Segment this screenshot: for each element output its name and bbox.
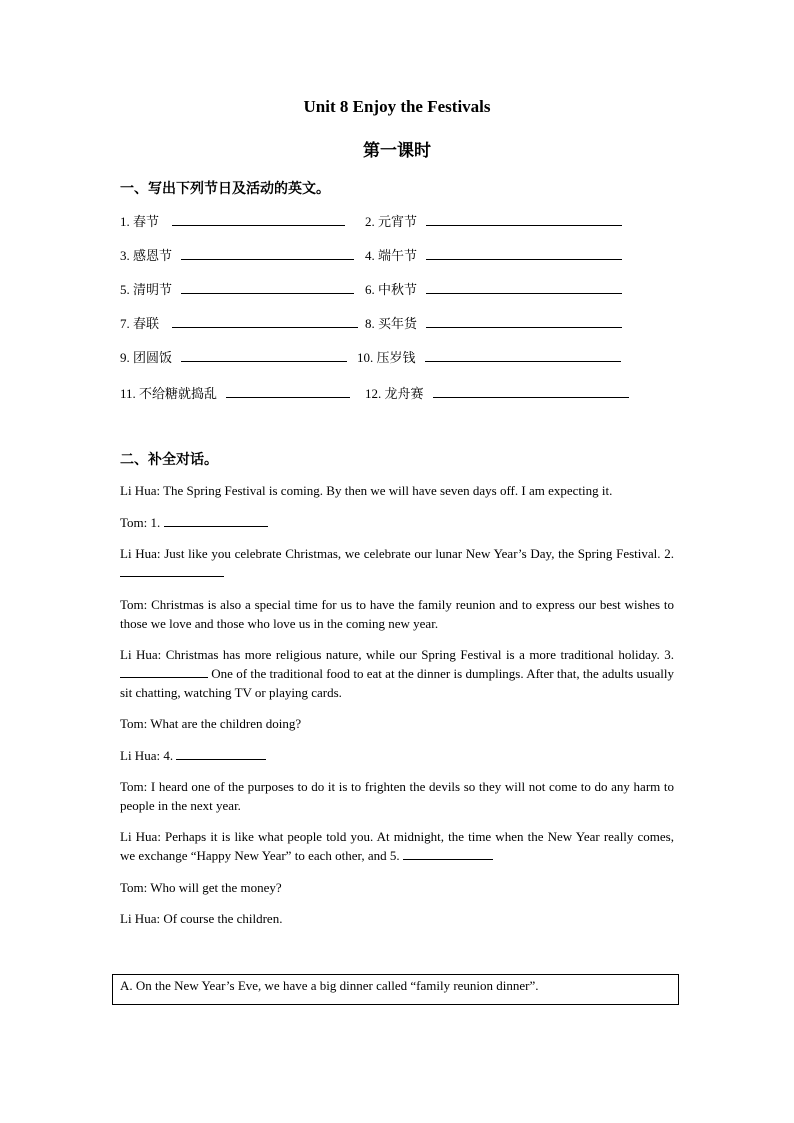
- dialogue-line: [120, 714, 674, 733]
- item-number: 4.: [365, 248, 375, 263]
- blank-number: 5.: [389, 848, 400, 863]
- answer-blank[interactable]: [433, 382, 629, 398]
- vocab-item: [120, 346, 347, 366]
- answer-blank[interactable]: [403, 846, 493, 860]
- answer-blank[interactable]: [425, 346, 621, 362]
- dialogue-text: Li Hua: Christmas has more religious nature, while our Spring Festival is a more traditional holiday.: [120, 647, 665, 662]
- answer-blank[interactable]: [426, 278, 622, 294]
- item-number: 6.: [365, 282, 375, 297]
- vocab-row: [120, 346, 640, 366]
- answer-blank[interactable]: [426, 210, 622, 226]
- dialogue-line: [120, 513, 674, 532]
- option-a: A. On the New Year’s Eve, we have a big dinner called “family reunion dinner”.: [120, 978, 539, 993]
- item-label: 龙舟赛: [384, 386, 424, 401]
- dialogue-text: Tom: Who will get the money?: [120, 880, 282, 895]
- vocab-row: [120, 312, 640, 332]
- vocab-item: [120, 244, 354, 264]
- dialogue-line: [120, 777, 674, 815]
- item-label: 春节: [133, 214, 160, 229]
- answer-blank[interactable]: [426, 244, 622, 260]
- answer-blank[interactable]: [120, 563, 224, 577]
- item-label: 清明节: [133, 282, 173, 297]
- item-number: 10.: [357, 350, 374, 365]
- blank-number: 1.: [150, 515, 161, 530]
- dialogue-text: Li Hua: Just like you celebrate Christmas, we celebrate our lunar New Year’s Day, the Spring Festival.: [120, 546, 665, 561]
- section1-heading: 一、写出下列节日及活动的英文。: [120, 182, 330, 197]
- dialogue-text: One of the traditional food to eat at the dinner is dumplings. After that, the adults usually sit chatting, watching TV or playing cards.: [120, 666, 674, 700]
- dialogue-text: Tom: Christmas is also a special time for us to have the family reunion and to express our best wishes to those we love and those who love us in the coming new year.: [120, 597, 674, 631]
- item-label: 端午节: [378, 248, 418, 263]
- dialogue-text: Li Hua: The Spring Festival is coming. By then we will have seven days off. I am expecting it.: [120, 483, 613, 498]
- item-number: 3.: [120, 248, 130, 263]
- item-label: 不给糖就捣乱: [139, 386, 218, 401]
- vocab-item: [365, 244, 622, 264]
- section2-heading: 二、补全对话。: [120, 453, 218, 468]
- item-label: 感恩节: [133, 248, 173, 263]
- dialogue-text: Li Hua:: [120, 748, 164, 763]
- answer-blank[interactable]: [226, 382, 350, 398]
- vocab-row: [120, 244, 640, 264]
- vocab-row: [120, 278, 640, 298]
- blank-number: 2.: [664, 546, 674, 561]
- item-label: 买年货: [378, 316, 418, 331]
- dialogue-line: [120, 645, 674, 702]
- dialogue-line: [120, 595, 674, 633]
- lesson-subtitle: 第一课时: [363, 141, 431, 160]
- answer-blank[interactable]: [426, 312, 622, 328]
- item-number: 8.: [365, 316, 375, 331]
- dialogue-text: Li Hua: Perhaps it is like what people told you. At midnight, the time when the New Year really comes, we exchange “Happy New Year” to each other, and: [120, 829, 674, 863]
- answer-blank[interactable]: [172, 210, 345, 226]
- item-number: 1.: [120, 214, 130, 229]
- vocab-row: [120, 382, 640, 402]
- item-number: 7.: [120, 316, 130, 331]
- blank-number: 4.: [163, 748, 174, 763]
- vocab-row: [120, 210, 640, 230]
- dialogue-text: Tom:: [120, 515, 151, 530]
- answer-blank[interactable]: [181, 278, 354, 294]
- options-box: [112, 974, 679, 1005]
- answer-blank[interactable]: [181, 244, 354, 260]
- item-number: 2.: [365, 214, 375, 229]
- dialogue-line: [120, 827, 674, 865]
- item-number: 12.: [365, 386, 382, 401]
- item-label: 中秋节: [378, 282, 418, 297]
- item-number: 9.: [120, 350, 130, 365]
- vocab-item: [120, 210, 345, 230]
- answer-blank[interactable]: [181, 346, 347, 362]
- vocab-item: [120, 278, 354, 298]
- dialogue-text: Tom: I heard one of the purposes to do it is to frighten the devils so they will not come to do any harm to people in the next year.: [120, 779, 674, 813]
- answer-blank[interactable]: [176, 746, 266, 760]
- answer-blank[interactable]: [120, 664, 208, 678]
- vocab-item: [365, 312, 622, 332]
- item-label: 压岁钱: [376, 350, 416, 365]
- answer-blank[interactable]: [164, 513, 268, 527]
- dialogue-line: [120, 909, 674, 928]
- page-title: Unit 8 Enjoy the Festivals: [303, 97, 491, 116]
- dialogue-text: Li Hua: Of course the children.: [120, 911, 283, 926]
- item-number: 11.: [120, 386, 136, 401]
- dialogue-line: [120, 544, 674, 582]
- item-label: 春联: [133, 316, 160, 331]
- vocab-item: [365, 382, 629, 402]
- vocab-item: [365, 210, 622, 230]
- item-number: 5.: [120, 282, 130, 297]
- vocab-item: [120, 382, 350, 402]
- vocab-item: [120, 312, 358, 332]
- dialogue-line: [120, 878, 674, 897]
- dialogue-line: [120, 746, 674, 765]
- answer-blank[interactable]: [172, 312, 358, 328]
- dialogue-line: [120, 481, 674, 500]
- item-label: 团圆饭: [133, 350, 173, 365]
- item-label: 元宵节: [378, 214, 418, 229]
- vocab-item: [357, 346, 621, 366]
- vocab-item: [365, 278, 622, 298]
- blank-number: 3.: [664, 647, 674, 662]
- dialogue-text: Tom: What are the children doing?: [120, 716, 302, 731]
